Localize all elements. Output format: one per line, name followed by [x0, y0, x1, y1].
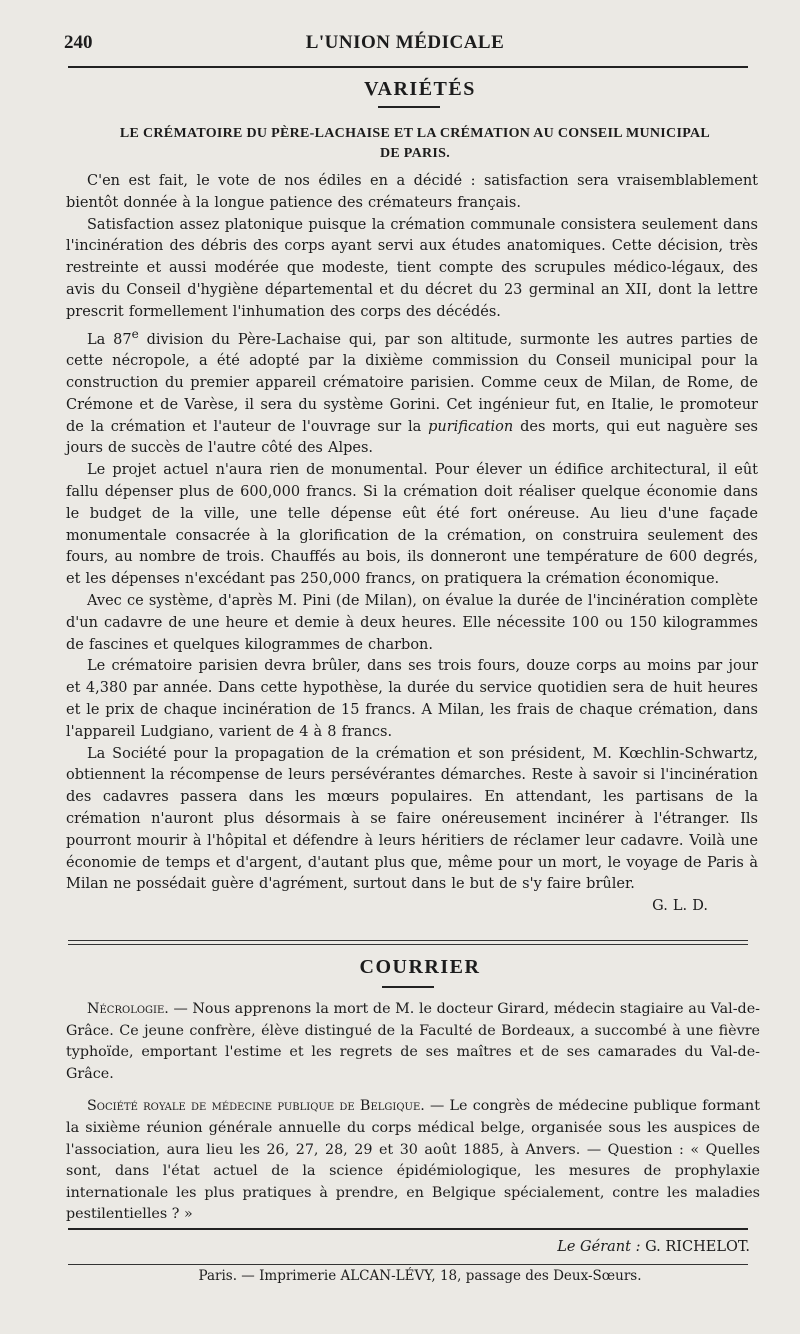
- gerant-name: G. RICHELOT.: [645, 1239, 750, 1255]
- footer-rule: [68, 1228, 748, 1230]
- paragraph: Le crématoire parisien devra brûler, dans ses trois fours, douze corps au moins par jour et 4,380 par année. Dans cette hypothèse, la durée du service quotidien sera de huit heures et le prix de chaque incinération de 15 francs. A Milan, les frais de chaque crémation, dans l'appareil Ludgiano, varient de 4 à 8 francs.: [66, 658, 758, 740]
- news-label: Société royale de médecine publique de Belgique.: [87, 1098, 425, 1115]
- running-header: [60, 28, 750, 58]
- article-heading: [60, 124, 770, 164]
- section-divider: [68, 940, 748, 945]
- gerant-label: Le Gérant :: [557, 1239, 641, 1255]
- news-label: Nécrologie.: [87, 1001, 169, 1017]
- journal-title: L'UNION MÉDICALE: [305, 32, 505, 53]
- title-underline: [378, 106, 440, 108]
- section-title-varietes: VARIÉTÉS: [364, 78, 476, 100]
- courrier-body: [66, 999, 760, 1237]
- article-body: [66, 171, 758, 918]
- header-rule: [68, 66, 748, 68]
- paragraph: La Société pour la propagation de la crémation et son président, M. Kœchlin-Schwartz, obtiennent la récompense de leurs persévérantes démarches. Reste à savoir si l'incinération des cadavres passera dans les mœurs populaires. En attendant, les partisans de la crémation n'auront plus désormais à se faire onéreusement incinérer à l'étranger. Ils pourront mourir à l'hôpital et défendre à leurs héritiers de réclamer leur cadavre. Voilà une économie de temps et d'argent, d'autant plus que, même pour un mort, le voyage de Paris à Milan ne possédait guère d'agrément, surtout dans le but de s'y faire brûler.: [66, 745, 758, 893]
- article-heading-line-1: LE CRÉMATOIRE DU PÈRE-LACHAISE ET LA CRÉMATION AU CONSEIL MUNICIPAL: [119, 126, 711, 141]
- news-item: Nécrologie. — Nous apprenons la mort de M. le docteur Girard, médecin stagiaire au Val-de-Grâce. Ce jeune confrère, élève distingué de la Faculté de Bordeaux, a succombé à une fièvre typhoïde, emportant l'estime et les regrets de ses maîtres et de ses camarades du Val-de-Grâce.: [66, 1001, 760, 1082]
- paragraph: Satisfaction assez platonique puisque la crémation communale consistera seulement dans l'incinération des débris des corps ayant servi aux études anatomiques. Cette décision, très restreinte et aussi modérée que modeste, tient compte des scrupules médico-légaux, des avis du Conseil d'hygiène départemental et du décret du 23 germinal an XII, dont la lettre prescrit formellement l'inhumation des corps des décédés.: [66, 216, 758, 320]
- gerant-line: [68, 1239, 750, 1255]
- imprint-rule: [68, 1264, 748, 1265]
- section-title-courrier: COURRIER: [359, 956, 481, 978]
- title-underline: [382, 986, 434, 988]
- author-signature: G. L. D.: [652, 898, 708, 915]
- paragraph: C'en est fait, le vote de nos édiles en a décidé : satisfaction sera vraisemblablement bientôt donnée à la longue patience des crémateurs français.: [66, 173, 758, 211]
- page-number: 240: [64, 32, 93, 53]
- paragraph: Le projet actuel n'aura rien de monumental. Pour élever un édifice architectural, il eût fallu dépenser plus de 600,000 francs. Si la crémation doit réaliser quelque économie dans le budget de la ville, une telle dépense eût été fort onéreuse. Au lieu d'une façade monumentale consacrée à la glorification de la crémation, on construira seulement des fours, au nombre de trois. Chauffés au bois, ils donneront une température de 600 degrés, et les dépenses n'excédant pas 250,000 francs, on pratiquera la crémation économique.: [66, 462, 758, 588]
- printer-imprint: Paris. — Imprimerie ALCAN-LÉVY, 18, passage des Deux-Sœurs.: [198, 1268, 642, 1284]
- paragraph: La 87e division du Père-Lachaise qui, par son altitude, surmonte les autres parties de cette nécropole, a été adopté par la dixième commission du Conseil municipal pour la construction du premier appareil crématoire parisien. Comme ceux de Milan, de Rome, de Crémone et de Varèse, il sera du système Gorini. Cet ingénieur fut, en Italie, le promoteur de la crémation et l'auteur de l'ouvrage sur la purification des morts, qui eut naguère ses jours de succès de l'autre côté des Alpes.: [66, 326, 758, 457]
- paragraph: Avec ce système, d'après M. Pini (de Milan), on évalue la durée de l'incinération complète d'un cadavre de une heure et demie à deux heures. Elle nécessite 100 ou 150 kilogrammes de fascines et quelques kilogrammes de charbon.: [66, 592, 758, 653]
- news-item: Société royale de médecine publique de Belgique. — Le congrès de médecine publique formant la sixième réunion générale annuelle du corps médical belge, organisée sous les auspices de l'association, aura lieu les 26, 27, 28, 29 et 30 août 1885, à Anvers. — Question : « Quelles sont, dans l'état actuel de la science épidémiologique, les mesures de prophylaxie internationale les plus pratiques à prendre, en Belgique spécialement, contre les maladies pestilentielles ? »: [66, 1098, 760, 1223]
- article-heading-line-2: DE PARIS.: [379, 146, 451, 161]
